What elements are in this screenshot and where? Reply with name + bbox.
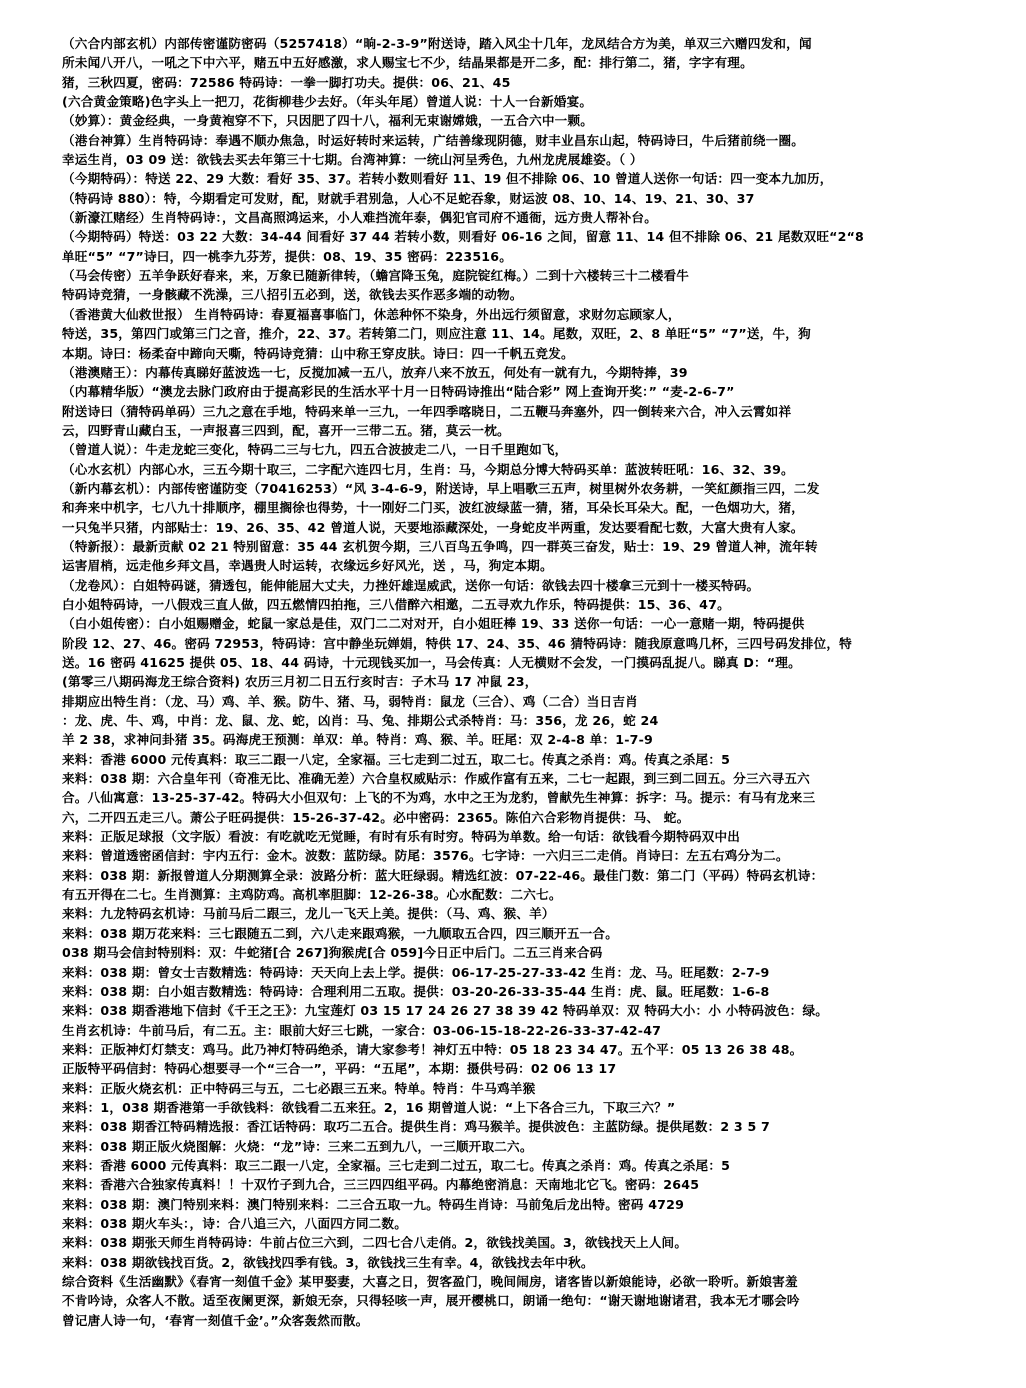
text-line: 正版特平码信封：特码心想要寻一个“三合一”，平码：“五尾”，本期：摄供号码：02 06 13 17 bbox=[62, 1061, 617, 1077]
text-line: （妙算）：黄金经典，一身黄袍穿不下，只因肥了四十八，福利无束谢嫦娥，一五合六中一颗。 bbox=[62, 113, 594, 129]
text-line: 幸运生肖，03 09 送：欲钱去买去年第三十七期。台湾神算：一统山河呈秀色，九州龙虎展雄姿。（ ） bbox=[62, 152, 643, 168]
text-line: ：龙、虎、牛、鸡，中肖：龙、鼠、龙、蛇，凶肖：马、兔、排期公式杀特肖：马：356，龙 26，蛇 24 bbox=[62, 713, 659, 729]
text-line: 综合资料《生活幽默》《春宵一刻值千金》某甲娶妻，大喜之日，贺客盈门，晚间闹房，诸客皆以新娘能诗，必欲一聆听。新娘害羞 bbox=[62, 1274, 798, 1289]
text-line: （内幕精华版）“澳龙去脉门政府由于提高彩民的生活水平十月一日特码诗推出“陆合彩” 网上查询开奖：” “麦-2-6-7” bbox=[62, 384, 735, 400]
text-line: 排期应出特生肖：（龙、马）鸡、羊、猴。防牛、猪、马，弱特肖：鼠龙（三合）、鸡（二合）当日吉肖 bbox=[62, 693, 638, 709]
text-line: 特送，35，第四门或第三门之音，推介，22、37。若转第二门，则应注意 11、14。尾数，双旺，2、8 单旺“5” “7”送，牛，狗 bbox=[62, 326, 811, 342]
text-line: 阶段 12、27、46。密码 72953，特码诗：宫中静坐玩婵娟，特供 17、24、35、46 猜特码诗：随我原意鸣几杯，三四号码发排位，特 bbox=[62, 635, 852, 651]
text-line: 来料：038 期：澳门特别来料：澳门特别来料：二三合五取一九。特码生肖诗：马前兔后龙出特。密码 4729 bbox=[62, 1196, 685, 1212]
text-line: 来料：038 期：新报曾道人分期测算全录：波路分析：蓝大旺绿弱。精选红波：07-22-46。最佳门数：第二门（平码）特码玄机诗： bbox=[62, 867, 824, 883]
text-line: 猪，三秋四夏，密码：72586 特码诗：一拳一脚打功夫。提供：06、21、45 bbox=[62, 74, 511, 90]
text-line: 来料：038 期欲钱找百货。2，欲钱找四季有钱。3，欲钱找三生有幸。4，欲钱找去年中秋。 bbox=[62, 1254, 594, 1270]
text-line: （港澳赌王）：内幕传真睇好蓝波选一七，反搅加减一五八，放弃八来不放五，何处有一就有九，今期特捧，39 bbox=[62, 364, 688, 380]
text-line: 来料：038 期正版火烧图解：火烧：“龙”诗：三来二五到九八，一三顺开取二六。 bbox=[62, 1138, 533, 1154]
text-line: 来料：038 期火车头：，诗：合八追三六，八面四方同二数。 bbox=[62, 1215, 408, 1231]
text-line: 有五开得在二七。生肖测算：主鸡防鸡。高机率胆脚：12-26-38。心水配数：二六七。 bbox=[62, 887, 562, 903]
text-line: 来料：香港 6000 元传真料：取三二跟一八定，全家福。三七走到二过五，取二七。传真之杀肖：鸡。传真之杀尾：5 bbox=[62, 751, 731, 767]
text-line: 来料：正版足球报（文字版）看波：有吃就吃无觉睡，有时有乐有时穷。特码为单数。给一句话：欲钱看今期特码双中出 bbox=[62, 829, 741, 845]
text-line: 来料：038 期香江特码精选报：香江话特码：取巧二五合。提供生肖：鸡马猴羊。提供波色：主蓝防绿。提供尾数：2 3 5 7 bbox=[62, 1119, 770, 1135]
text-line: 特码诗竞猜，一身骸藏不洗澡，三八招引五必到，送，欲钱去买作恶多端的动物。 bbox=[62, 287, 523, 303]
text-line: （今期特码）：特送 22、29 大数：看好 35、37。若转小数则看好 11、19 但不排除 06、10 曾道人送你一句话：四一变本九加历， bbox=[62, 171, 833, 187]
text-line: 来料：038 期香港地下信封《千王之王》：九宝莲灯 03 15 17 24 26 27 38 39 42 特码单双：双 特码大小：小 小特码波色：绿。 bbox=[62, 1003, 829, 1019]
text-line: 羊 2 38，求神问卦猪 35。码海虎王预测：单双：单。特肖：鸡、猴、羊。旺尾：双 2-4-8 单：1-7-9 bbox=[62, 732, 654, 748]
text-line: 和奔来中机字，七八九十排顺序，棚里搁徐也得势，十一刚好二门买，波红波绿蓝一猜，猪，耳朵长耳朵大。配，一色烟功大，猪， bbox=[62, 500, 805, 516]
text-line: 来料：038 期：白小姐吉数精选：特码诗：合理利用二五取。提供：03-20-26-33-35-44 生肖：虎、鼠。旺尾数：1-6-8 bbox=[62, 983, 770, 999]
text-line: （龙卷风）：白姐特码谜，猜透包，能伸能屈大丈夫，力挫奸雄逞威武，送你一句话：欲钱去四十楼拿三元到十一楼买特码。 bbox=[62, 577, 760, 593]
text-line: （今期特码）特送：03 22 大数：34-44 间看好 37 44 若转小数，则看好 06-16 之间，留意 11、14 但不排除 06、21 尾数双旺“2“8 bbox=[62, 229, 865, 245]
text-line: (六合黄金策略)色字头上一把刀，花街柳巷少去好。（年头年尾）曾道人说：十人一台新婚宴。 bbox=[62, 94, 593, 110]
text-line: 038 期马会信封特别料：双：牛蛇猪[合 267]狗猴虎[合 059]今日正中后门。二五三肖来合码 bbox=[62, 945, 603, 961]
text-line: （香港黄大仙救世报） 生肖特码诗：春夏福喜事临门，休恙种怀不染身，外出远行须留意，求财勿忘顾家人， bbox=[62, 306, 681, 322]
text-line: 来料：1，038 期香港第一手欲钱料：欲钱看二五来狂。2，16 期曾道人说：“上下各合三九，下取三六？” bbox=[62, 1099, 676, 1115]
text-line: 来料：九龙特码玄机诗：马前马后二跟三，龙儿一飞天上美。提供：（马、鸡、猴、羊） bbox=[62, 906, 555, 922]
text-line: （新濠江赌经）生肖特码诗：，文昌高照鸿运来，小人难挡流年泰，偶犯官司府不通衙，远方贵人帮补台。 bbox=[62, 210, 658, 226]
text-line: 所未闻八开八，一吼之下中六平，赌五中五好感激，求人赐宝七不少，结晶果都是开二多，配：排行第二，猪，字字有理。 bbox=[62, 55, 753, 71]
text-line bbox=[62, 1349, 1014, 1368]
text-line: 合。八仙寓意：13-25-37-42。特码大小但双句：上飞的不为鸡，水中之王为龙豹，曾献先生神算：拆字：马。提示：有马有龙来三 bbox=[62, 790, 816, 806]
text-line: 来料：香港六合独家传真料！！十双竹子到九合，三三四四组平码。内幕绝密消息：天南地北它飞。密码：2645 bbox=[62, 1177, 700, 1193]
text-line: （曾道人说）：牛走龙蛇三变化，特码二三与七九，四五合波披走二八，一日千里跑如飞， bbox=[62, 442, 568, 458]
text-line: 来料：正版火烧玄机：正中特码三与五，二七必跟三五来。特单。特肖：牛马鸡羊猴 bbox=[62, 1080, 536, 1096]
text-line: 来料：曾道透密函信封：宇内五行：金木。波数：蓝防绿。防尾：3576。七字诗：一六归三二走俏。肖诗曰：左五右鸡分为二。 bbox=[62, 848, 789, 864]
text-line: 运害眉梢，远走他乡拜文昌，幸遇贵人时运转，衣缘远乡好风光，送 ，马，狗定本期。 bbox=[62, 558, 553, 574]
text-line: （特新报）：最新贡献 02 21 特别留意：35 44 玄机贺今期，三八百鸟五争鸣，四一群英三奋发，贴士：19、29 曾道人神，流年转 bbox=[62, 538, 818, 554]
text-line: （心水玄机）内部心水，三五今期十取三，二字配六连四七月，生肖：马，今期总分博大特码买单：蓝波转旺吼：16、32、39。 bbox=[62, 461, 794, 477]
text-line: 送。16 密码 41625 提供 05、18、44 码诗，十元现钱买加一，马会传真：人无横财不会发，一门摸码乱捉八。睇真 D：“理。 bbox=[62, 655, 801, 670]
text-line: 单旺“5” “7”诗曰，四一桃李九芬芳，提供：08、19、35 密码：223516。 bbox=[62, 248, 513, 264]
text-line: （港台神算）生肖特码诗：奉遇不顺办焦急，时运好转时来运转，广结善缘现阴德，财丰业昌东山起，特码诗曰，牛后猪前绕一圈。 bbox=[62, 132, 805, 148]
text-line: 生肖玄机诗：牛前马后，有二五。主：眼前大好三七跳，一家合：03-06-15-18-22-26-33-37-42-47 bbox=[62, 1022, 662, 1038]
text-line: 曾记唐人诗一句，‘春宵一刻值千金’。”众客轰然而散。 bbox=[62, 1312, 369, 1328]
text-line: 不肯吟诗，众客人不散。适至夜阑更深，新娘无奈，只得轻咳一声，展开樱桃口，朗诵一绝句：“谢天谢地谢诸君，我本无才哪会吟 bbox=[62, 1293, 800, 1309]
text-line: 来料：香港 6000 元传真料：取三二跟一八定，全家福。三七走到二过五，取二七。传真之杀肖：鸡。传真之杀尾：5 bbox=[62, 1157, 731, 1173]
text-line: （六合内部玄机）内部传密谨防密码（5257418）“晌-2-3-9”附送诗，踏入风尘十几年，龙凤结合方为美，单双三六赠四发和，闻 bbox=[62, 36, 812, 51]
text-line: 来料：038 期万花来料：三七跟随五二到，六八走来跟鸡猴，一九顺取五合四，四三顺开五一合。 bbox=[62, 925, 619, 941]
text-line: 本期。诗曰：杨柔奋中蹄向天嘶，特码诗竞猜：山中称王穿皮肤。诗曰：四一千帆五竞发。 bbox=[62, 345, 574, 361]
text-line: 来料：正版神灯灯禁支：鸡马。此乃神灯特码绝杀，请大家参考！神灯五中特：05 18 23 34 47。五个平：05 13 26 38 48。 bbox=[62, 1041, 803, 1057]
text-line: (第零三八期码海龙王综合资料) 农历三月初二日五行亥时吉：子木马 17 冲鼠 23， bbox=[62, 674, 538, 690]
text-line: 附送诗曰（猜特码单码）三九之意在手地，特码来单一三九，一年四季喀晓日，二五鞭马奔塞外，四一倒转来六合，冲入云霄如祥 bbox=[62, 403, 792, 419]
text-line: 白小姐特码诗，一八假戏三直人做，四五燃情四拍拖，三八借醉六相邀，二五寻欢九作乐，特码提供：15、36、47。 bbox=[62, 596, 730, 612]
text-line: 来料：038 期：曾女士吉数精选：特码诗：天天向上去上学。提供：06-17-25-27-33-42 生肖：龙、马。旺尾数：2-7-9 bbox=[62, 964, 770, 980]
text-line: 来料：038 期张天师生肖特码诗：牛前占位三六到，二四七合八走俏。2，欲钱找美国。3，欲钱找天上人间。 bbox=[62, 1235, 688, 1251]
text-line: 云，四野青山藏白玉，一声报喜三四到，配，喜开一三带二五。猪，莫云一枕。 bbox=[62, 422, 510, 438]
text-line: （马会传密）五羊争跃好春来，来，万象已随新律转，（蟾宫降玉兔，庭院锭红梅。）二到十六楼转三十二楼看牛 bbox=[62, 268, 690, 284]
text-line: 一只兔半只猪，内部贴士：19、26、35、42 曾道人说，天要地添藏深处，一身蛇皮半两重，发达要看配七数，大富大贵有人家。 bbox=[62, 519, 804, 535]
text-line bbox=[62, 1330, 1014, 1349]
text-line: （特码诗 880）：特，今期看定可发财，配，财就手君别急，人心不足蛇吞象，财运波 08、10、14、19、21、30、37 bbox=[62, 190, 755, 206]
text-line: 六，二开四五走三八。萧公子旺码提供：15-26-37-42。必中密码：2365。陈伯六合彩物肖提供：马、 蛇。 bbox=[62, 809, 690, 825]
text-line: （新内幕玄机）：内部传密谨防变（70416253）“风 3-4-6-9，附送诗，早上唱歌三五声，树里树外农务耕，一笑紅颜指三四，二发 bbox=[62, 480, 820, 496]
text-line: 来料：038 期：六合皇年刊（奇准无比、准确无差）六合皇权威贴示：作威作富有五来，二七一起跟，到三到二回五。分三六寻五六 bbox=[62, 771, 810, 787]
text-line: （白小姐传密）：白小姐赐赠金，蛇鼠一家总是佳，双门二二对对开，白小姐旺棒 19、33 送你一句话：一心一意赌一期，特码提供 bbox=[62, 616, 805, 632]
